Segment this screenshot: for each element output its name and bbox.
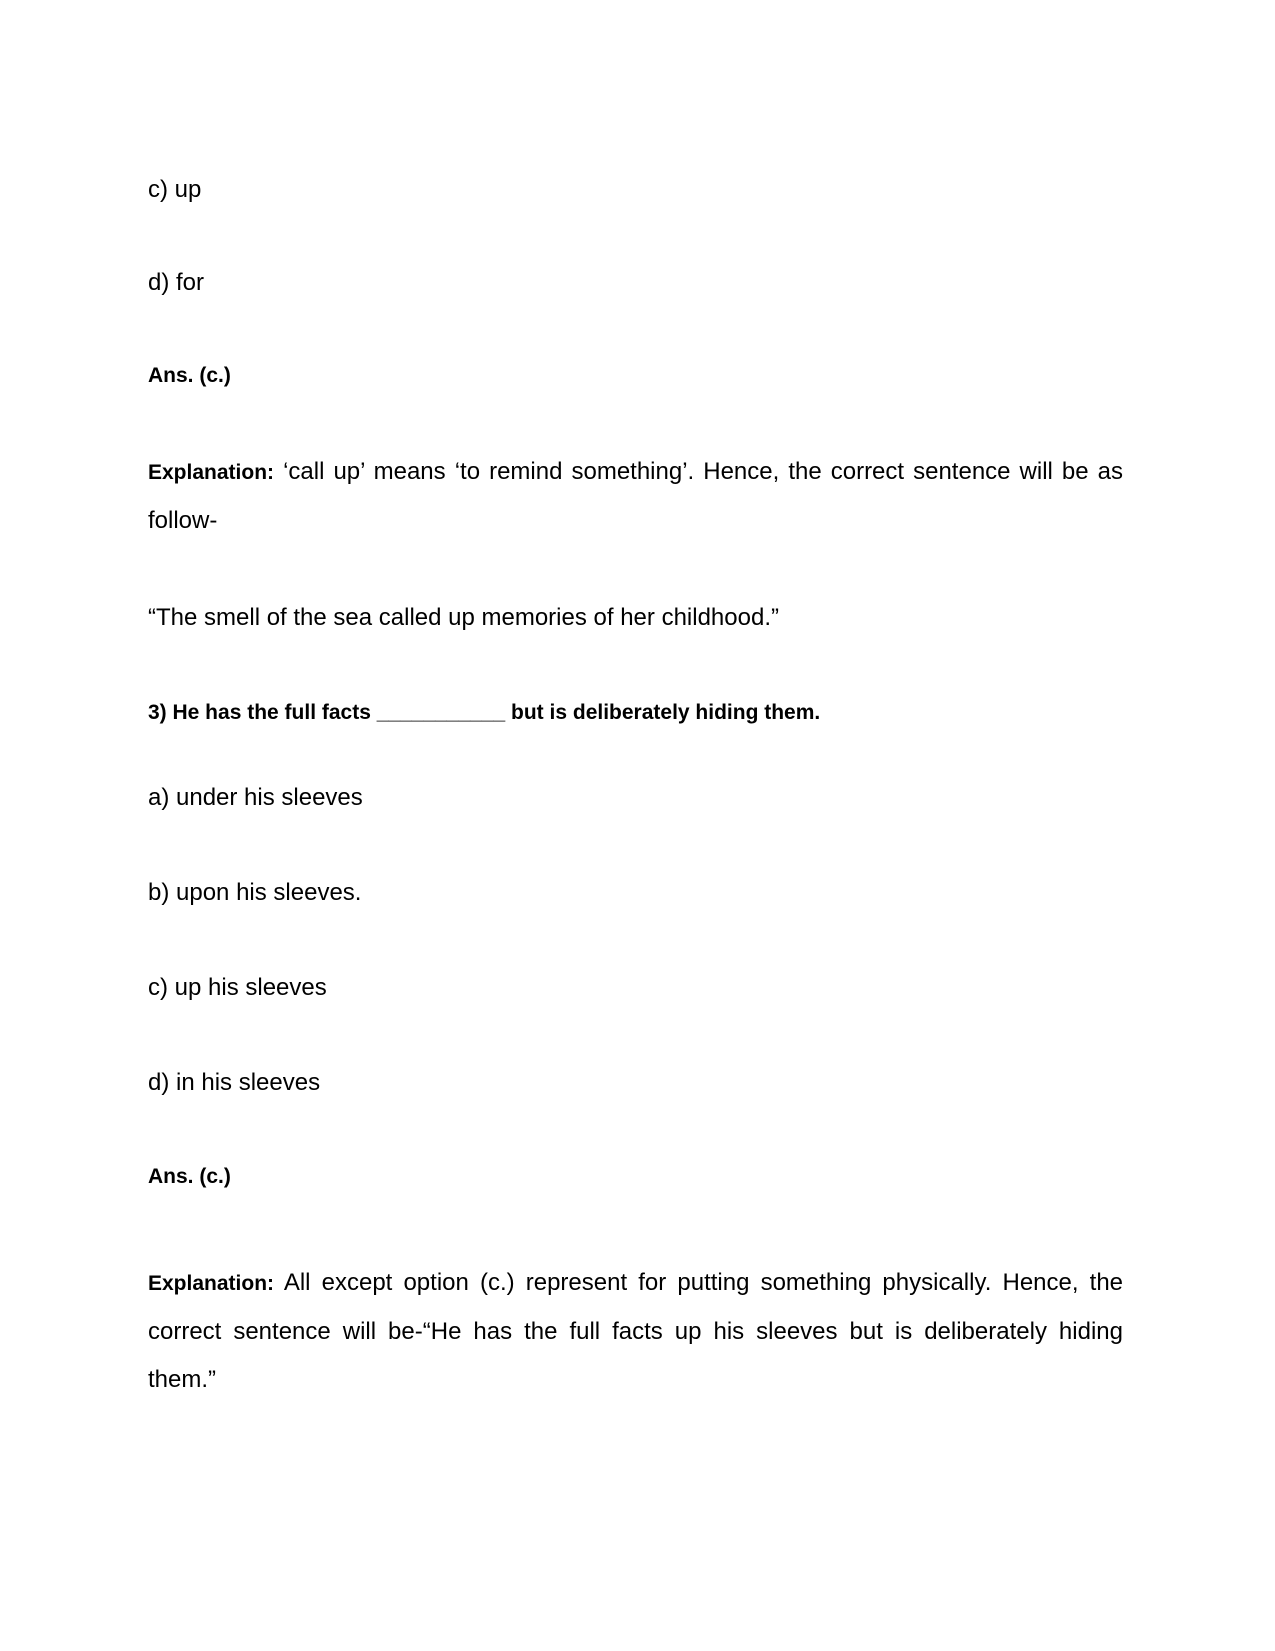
q3-prompt: 3) He has the full facts ___________ but is deliberately hiding them. — [148, 701, 821, 724]
q2-option-d: d) for — [148, 269, 205, 296]
q3-explanation — [148, 1259, 1123, 1404]
q3-explanation-label: Explanation: — [148, 1272, 275, 1295]
q3-option-d: d) in his sleeves — [148, 1069, 321, 1096]
q2-explanation — [148, 448, 1123, 545]
q3-answer: Ans. (c.) — [148, 1165, 231, 1188]
q2-answer: Ans. (c.) — [148, 364, 231, 387]
q2-example-sentence: “The smell of the sea called up memories of her childhood.” — [148, 604, 779, 631]
q3-explanation-text: All except option (c.) represent for putting something physically. Hence, the correct sentence will be-“He has the full facts up his sleeves but is deliberately hiding them.” — [148, 1269, 1124, 1393]
q2-explanation-text: ‘call up’ means ‘to remind something’. Hence, the correct sentence will be as follow- — [148, 458, 1124, 534]
q3-option-b: b) upon his sleeves. — [148, 879, 362, 906]
q2-explanation-label: Explanation: — [148, 461, 275, 484]
q2-option-c: c) up — [148, 176, 202, 203]
q3-option-c: c) up his sleeves — [148, 974, 327, 1001]
q3-option-a: a) under his sleeves — [148, 784, 363, 811]
